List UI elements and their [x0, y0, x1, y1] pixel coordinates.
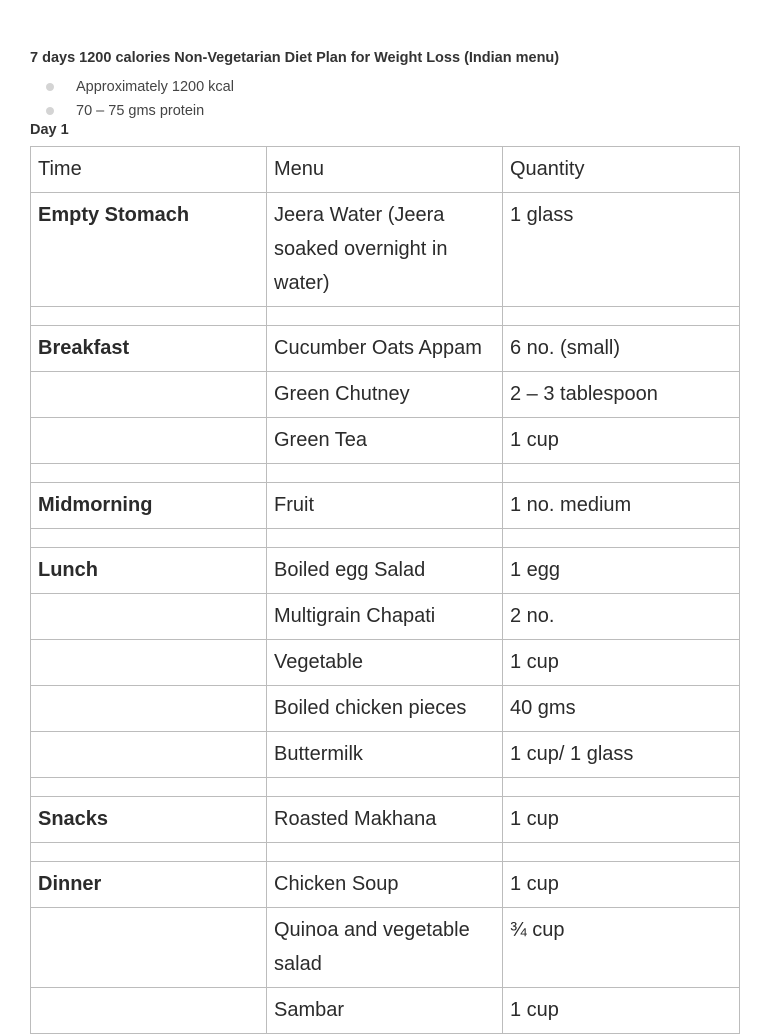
summary-list: [46, 75, 234, 123]
bullet-dot-icon: [46, 107, 54, 115]
cell-time: Lunch: [31, 548, 267, 594]
table-row: [31, 418, 740, 464]
cell-quantity: [503, 843, 740, 862]
table-spacer-row: [31, 529, 740, 548]
table-spacer-row: [31, 307, 740, 326]
cell-menu: [267, 778, 503, 797]
cell-quantity: 2 – 3 tablespoon: [503, 372, 740, 418]
day-label: Day 1: [30, 122, 69, 138]
diet-plan-table: [30, 146, 740, 1034]
cell-quantity: 1 glass: [503, 193, 740, 307]
cell-time: [31, 307, 267, 326]
cell-time: Dinner: [31, 862, 267, 908]
cell-menu: Sambar: [267, 988, 503, 1034]
cell-quantity: 1 cup: [503, 797, 740, 843]
cell-quantity: 1 cup: [503, 862, 740, 908]
cell-quantity: 1 egg: [503, 548, 740, 594]
cell-quantity: 40 gms: [503, 686, 740, 732]
cell-menu: Buttermilk: [267, 732, 503, 778]
summary-item-label: 70 – 75 gms protein: [76, 103, 205, 119]
table-row: [31, 326, 740, 372]
cell-menu: [267, 307, 503, 326]
cell-menu: [267, 529, 503, 548]
cell-time: [31, 464, 267, 483]
cell-quantity: 1 cup: [503, 988, 740, 1034]
table-row: [31, 372, 740, 418]
cell-quantity: [503, 778, 740, 797]
header-quantity: Quantity: [503, 147, 740, 193]
cell-time: [31, 843, 267, 862]
table-body: [31, 193, 740, 1034]
table-row: [31, 686, 740, 732]
cell-menu: Chicken Soup: [267, 862, 503, 908]
cell-time: [31, 640, 267, 686]
cell-menu: Jeera Water (Jeera soaked overnight in water): [267, 193, 503, 307]
cell-quantity: 1 cup/ 1 glass: [503, 732, 740, 778]
table-row: [31, 548, 740, 594]
cell-quantity: 1 no. medium: [503, 483, 740, 529]
table-spacer-row: [31, 843, 740, 862]
cell-quantity: ¾ cup: [503, 908, 740, 988]
cell-menu: Vegetable: [267, 640, 503, 686]
cell-time: [31, 418, 267, 464]
table-header-row: [31, 147, 740, 193]
cell-quantity: 2 no.: [503, 594, 740, 640]
cell-time: [31, 988, 267, 1034]
table-row: [31, 908, 740, 988]
summary-item-label: Approximately 1200 kcal: [76, 79, 234, 95]
bullet-dot-icon: [46, 83, 54, 91]
cell-time: [31, 594, 267, 640]
table-row: [31, 732, 740, 778]
table-row: [31, 483, 740, 529]
cell-time: Empty Stomach: [31, 193, 267, 307]
header-time: Time: [31, 147, 267, 193]
cell-time: [31, 372, 267, 418]
cell-time: [31, 908, 267, 988]
cell-menu: Fruit: [267, 483, 503, 529]
cell-menu: Quinoa and vegetable salad: [267, 908, 503, 988]
cell-menu: Green Tea: [267, 418, 503, 464]
cell-quantity: 6 no. (small): [503, 326, 740, 372]
page-title: 7 days 1200 calories Non-Vegetarian Diet Plan for Weight Loss (Indian menu): [30, 50, 560, 66]
header-menu: Menu: [267, 147, 503, 193]
cell-menu: [267, 843, 503, 862]
cell-time: Snacks: [31, 797, 267, 843]
cell-menu: Green Chutney: [267, 372, 503, 418]
table-row: [31, 193, 740, 307]
table-spacer-row: [31, 464, 740, 483]
cell-time: Midmorning: [31, 483, 267, 529]
table-row: [31, 594, 740, 640]
table-row: [31, 862, 740, 908]
cell-menu: Roasted Makhana: [267, 797, 503, 843]
cell-time: [31, 732, 267, 778]
cell-time: Breakfast: [31, 326, 267, 372]
cell-menu: Multigrain Chapati: [267, 594, 503, 640]
cell-menu: Cucumber Oats Appam: [267, 326, 503, 372]
cell-quantity: [503, 464, 740, 483]
cell-quantity: [503, 307, 740, 326]
cell-quantity: [503, 529, 740, 548]
cell-time: [31, 778, 267, 797]
table-row: [31, 988, 740, 1034]
cell-menu: Boiled egg Salad: [267, 548, 503, 594]
cell-menu: Boiled chicken pieces: [267, 686, 503, 732]
summary-item-calories: [46, 75, 234, 99]
cell-time: [31, 529, 267, 548]
table-spacer-row: [31, 778, 740, 797]
table-row: [31, 640, 740, 686]
cell-menu: [267, 464, 503, 483]
summary-item-protein: [46, 99, 234, 123]
cell-quantity: 1 cup: [503, 418, 740, 464]
cell-quantity: 1 cup: [503, 640, 740, 686]
cell-time: [31, 686, 267, 732]
table-row: [31, 797, 740, 843]
